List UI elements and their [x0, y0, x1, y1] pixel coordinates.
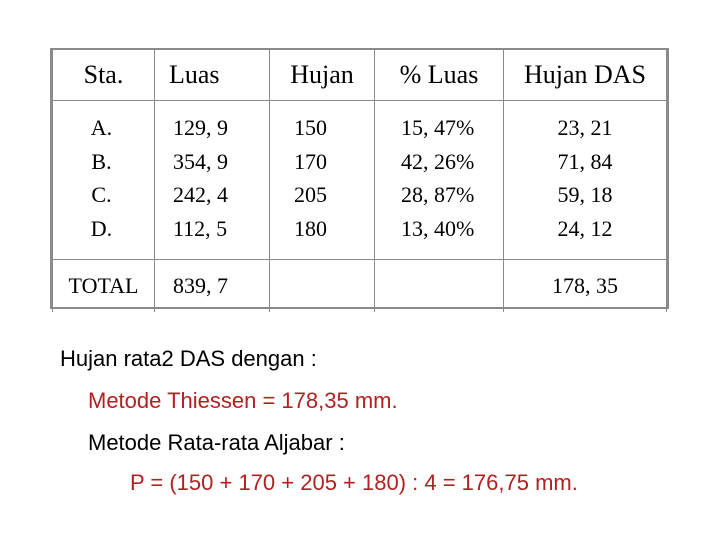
rainfall-table — [52, 50, 667, 312]
table-cell: 205 — [294, 182, 327, 207]
table-header-row — [53, 50, 667, 101]
total-hujan — [270, 260, 375, 313]
table-cell: 150 — [294, 115, 327, 140]
total-percent-luas — [375, 260, 504, 313]
notes-heading: Hujan rata2 DAS dengan : — [60, 346, 317, 371]
thiessen-result: Metode Thiessen = 178,35 mm. — [88, 388, 398, 413]
header-hujan: Hujan — [270, 50, 375, 101]
rainfall-table-frame — [50, 48, 669, 309]
header-hujan-das: Hujan DAS — [504, 50, 667, 101]
percent-luas-column — [375, 101, 504, 260]
aljabar-heading: Metode Rata-rata Aljabar : — [88, 430, 345, 455]
luas-column — [155, 101, 270, 260]
header-percent-luas: % Luas — [375, 50, 504, 101]
table-cell: 23, 21 — [557, 115, 613, 140]
table-cell: 129, 9 — [173, 115, 228, 140]
total-luas: 839, 7 — [155, 260, 270, 313]
table-cell: 24, 12 — [557, 215, 613, 241]
table-cell: A. — [90, 115, 113, 140]
table-cell: 180 — [294, 215, 327, 241]
hujan-das-column — [504, 101, 667, 260]
table-cell: 28, 87% — [401, 182, 475, 207]
table-body-block — [53, 101, 667, 260]
header-luas: Luas — [155, 50, 270, 101]
total-row — [53, 260, 667, 313]
table-cell: 242, 4 — [173, 182, 228, 207]
table-cell: 170 — [294, 148, 327, 174]
table-cell: C. — [91, 182, 112, 207]
table-cell: 59, 18 — [557, 182, 613, 207]
table-cell: B. — [91, 148, 112, 174]
table-cell: 354, 9 — [173, 148, 228, 174]
table-cell: D. — [90, 215, 113, 241]
total-label: TOTAL — [53, 260, 155, 313]
table-cell: 13, 40% — [401, 215, 475, 241]
sta-column — [53, 101, 155, 260]
total-hujan-das: 178, 35 — [504, 260, 667, 313]
header-sta: Sta. — [53, 50, 155, 101]
table-cell: 15, 47% — [401, 115, 475, 140]
table-cell: 42, 26% — [401, 148, 475, 174]
table-cell: 112, 5 — [173, 215, 228, 241]
table-cell: 71, 84 — [557, 148, 613, 174]
aljabar-formula: P = (150 + 170 + 205 + 180) : 4 = 176,75 mm. — [130, 470, 578, 495]
hujan-column — [270, 101, 375, 260]
